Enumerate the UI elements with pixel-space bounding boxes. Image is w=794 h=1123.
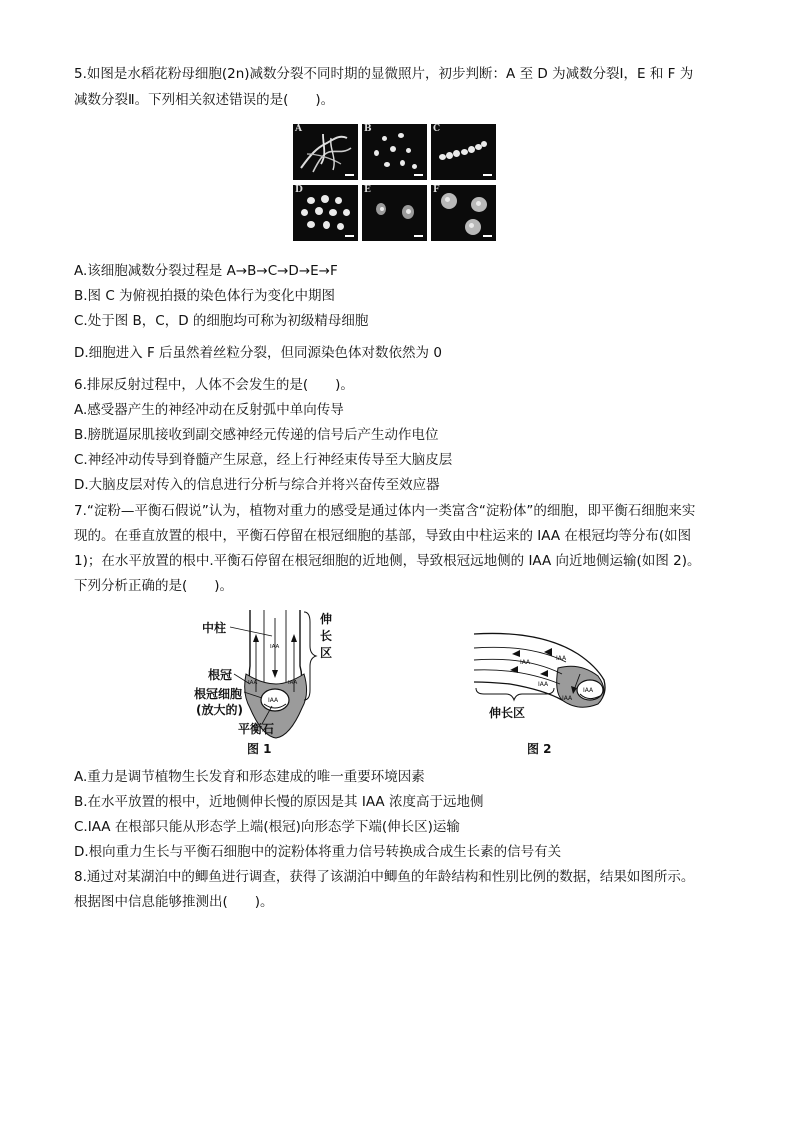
scale-bar <box>414 235 423 237</box>
fig1-iaa-label-center: IAA <box>268 697 279 704</box>
fig1-label-zhongzhu: 中柱 <box>202 621 227 635</box>
fig1-label-genguan-cell: 根冠细胞 <box>194 687 243 701</box>
scale-bar <box>483 235 492 237</box>
fig1-label-enlarged: (放大的) <box>196 703 243 717</box>
q6-stem: 6.排尿反射过程中，人体不会发生的是( )。 <box>74 377 354 393</box>
q5-stem-line-2: 减数分裂Ⅱ。下列相关叙述错误的是( )。 <box>74 92 335 108</box>
fig1-label-pinghengshi: 平衡石 <box>238 722 275 736</box>
fig2-iaa-label-cap: IAA <box>562 695 573 702</box>
scale-bar <box>345 174 354 176</box>
q6-option-a: A.感受器产生的神经冲动在反射弧中单向传导 <box>74 402 344 418</box>
q5-stem-line-1: 5.如图是水稻花粉母细胞(2n)减数分裂不同时期的显微照片，初步判断：A 至 D 为减数分裂Ⅰ，E 和 F 为 <box>74 66 694 82</box>
micrograph-panel-b <box>362 124 427 180</box>
micrograph-panel-d <box>293 185 358 241</box>
fig2-caption: 图 2 <box>527 742 552 756</box>
panel-label: C <box>433 124 441 134</box>
q8-stem-line-2: 根据图中信息能够推测出( )。 <box>74 894 274 910</box>
q7-stem-line-4: 下列分析正确的是( )。 <box>74 578 234 594</box>
q5-micrograph-figure <box>293 124 496 241</box>
fig1-caption: 图 1 <box>247 742 272 756</box>
q7-option-c: C.IAA 在根部只能从形态学上端(根冠)向形态学下端(伸长区)运输 <box>74 819 460 835</box>
fig1-label-qu: 区 <box>320 646 333 660</box>
q6-option-d: D.大脑皮层对传入的信息进行分析与综合并将兴奋传至效应器 <box>74 477 440 493</box>
q5-option-d: D.细胞进入 F 后虽然着丝粒分裂，但同源染色体对数依然为 0 <box>74 345 442 361</box>
fig2-iaa-label-mid: IAA <box>520 659 531 666</box>
fig1-iaa-label-stele: IAA <box>270 644 280 650</box>
fig1-iaa-label-right: IAA <box>288 680 298 686</box>
q6-option-b: B.膀胱逼尿肌接收到副交感神经元传递的信号后产生动作电位 <box>74 427 439 443</box>
q6-option-c: C.神经冲动传导到脊髓产生尿意，经上行神经束传导至大脑皮层 <box>74 452 453 468</box>
micrograph-panel-f <box>431 185 496 241</box>
chromatin-threads <box>293 124 358 180</box>
q8-stem-line-1: 8.通过对某湖泊中的鲫鱼进行调查，获得了该湖泊中鲫鱼的年龄结构和性别比例的数据，结果如图所示。 <box>74 869 695 885</box>
q7-stem-line-3: 1)；在水平放置的根中.平衡石停留在根冠细胞的近地侧，导致根冠远地侧的 IAA 向近地侧运输(如图 2)。 <box>74 553 701 569</box>
panel-label: F <box>433 185 440 195</box>
q5-option-c: C.处于图 B，C，D 的细胞均可称为初级精母细胞 <box>74 313 369 329</box>
q5-option-a: A.该细胞减数分裂过程是 A→B→C→D→E→F <box>74 263 338 279</box>
fig2-label-elongation: 伸长区 <box>489 706 526 720</box>
panel-label: B <box>364 124 372 134</box>
fig1-label-shen: 伸 <box>320 612 333 626</box>
scale-bar <box>483 174 492 176</box>
q5-option-b: B.图 C 为俯视拍摄的染色体行为变化中期图 <box>74 288 336 304</box>
scale-bar <box>345 235 354 237</box>
fig2-iaa-label-cell: IAA <box>583 687 594 694</box>
q7-stem-line-2: 现的。在垂直放置的根中，平衡石停留在根冠细胞的基部，导致由中柱运来的 IAA 在根冠均等分布(如图 <box>74 528 692 544</box>
micrograph-panel-c <box>431 124 496 180</box>
q7-option-d: D.根向重力生长与平衡石细胞中的淀粉体将重力信号转换成合成生长素的信号有关 <box>74 844 562 860</box>
q7-option-a: A.重力是调节植物生长发育和形态建成的唯一重要环境因素 <box>74 769 425 785</box>
fig1-label-chang: 长 <box>320 629 333 643</box>
fig2-iaa-label-bottom: IAA <box>538 681 549 688</box>
micrograph-panel-e <box>362 185 427 241</box>
q7-stem-line-1: 7.“淀粉—平衡石假说”认为，植物对重力的感受是通过体内一类富含“淀粉体”的细胞，即平衡石细胞来实 <box>74 503 696 519</box>
micrograph-panel-a <box>293 124 358 180</box>
panel-label: E <box>364 185 371 195</box>
fig1-label-genguan: 根冠 <box>208 668 233 682</box>
fig1-iaa-label-left: IAA <box>248 680 258 686</box>
q7-option-b: B.在水平放置的根中，近地侧伸长慢的原因是其 IAA 浓度高于远地侧 <box>74 794 484 810</box>
scale-bar <box>414 174 423 176</box>
panel-label: D <box>295 185 303 195</box>
panel-label: A <box>295 124 302 134</box>
fig2-iaa-label-top: IAA <box>556 655 567 662</box>
